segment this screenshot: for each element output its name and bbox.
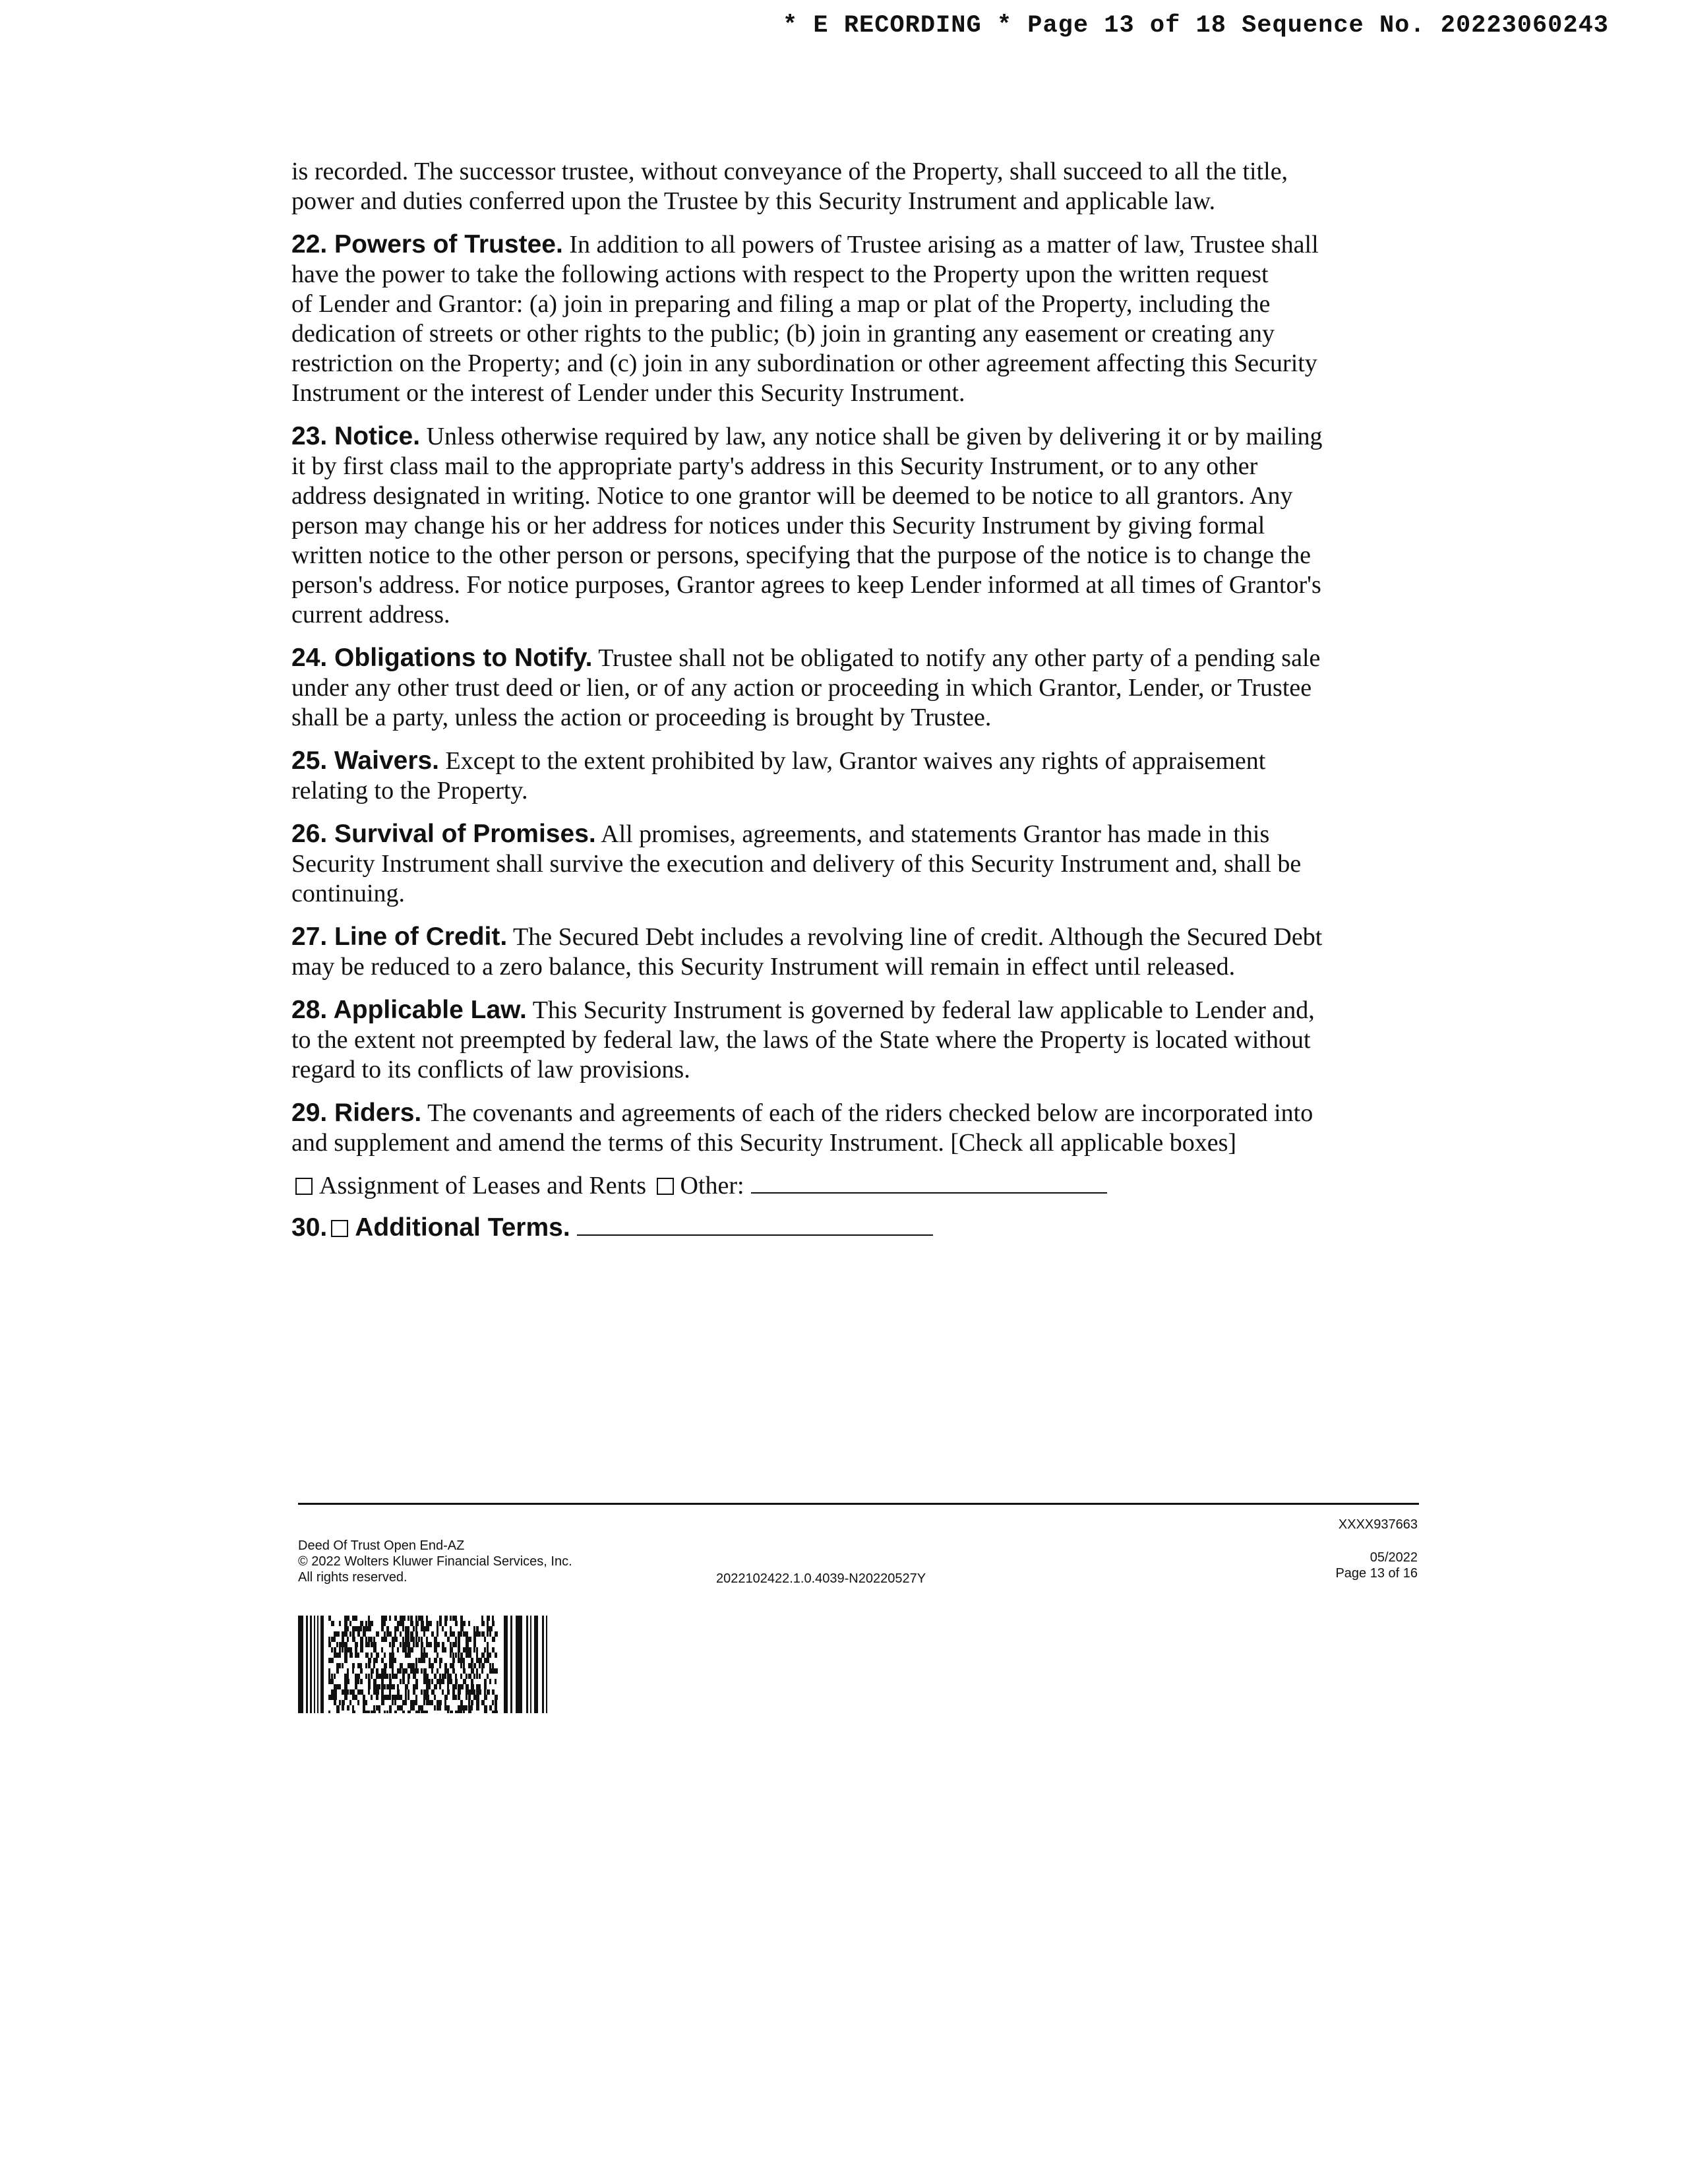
copyright: © 2022 Wolters Kluwer Financial Services, Inc. <box>298 1554 572 1569</box>
section-heading: 24. Obligations to Notify. <box>291 644 593 672</box>
footer-form-info <box>298 1538 572 1585</box>
section-28 <box>291 995 1412 1085</box>
footer-document-code: 2022102422.1.0.4039-N20220527Y <box>716 1571 926 1586</box>
section-heading: 22. Powers of Trustee. <box>291 230 563 258</box>
section-25 <box>291 746 1412 806</box>
loan-number: XXXX937663 <box>1338 1517 1418 1532</box>
other-rider-blank-line[interactable] <box>751 1190 1107 1194</box>
section-text: Except to the extent prohibited by law, Grantor waives any rights of appraisement relating to the Property. <box>291 747 1266 804</box>
section-heading: 25. Waivers. <box>291 746 440 775</box>
footer-page-info <box>1335 1517 1418 1581</box>
additional-terms-checkbox[interactable] <box>331 1220 348 1237</box>
form-date: 05/2022 <box>1370 1550 1418 1565</box>
additional-terms-number: 30. <box>291 1213 328 1242</box>
assignment-of-leases-checkbox[interactable] <box>295 1178 313 1195</box>
assignment-of-leases-label: Assignment of Leases and Rents <box>319 1172 647 1199</box>
section-26 <box>291 819 1412 909</box>
section-text: Trustee shall not be obligated to notify any other party of a pending sale under any other trust deed or lien, or of any action or proceeding in which Grantor, Lender, or Trustee shall be a party, unless the action or proceeding is brought by Trustee. <box>291 644 1321 731</box>
section-29 <box>291 1098 1412 1158</box>
section-22 <box>291 229 1412 408</box>
section-text: In addition to all powers of Trustee arising as a matter of law, Trustee shall have the power to take the following actions with respect to the Property upon the written request of Lender and Grantor: (a) join in preparing and filing a map or plat of the Property, including the dedication of streets or other rights to the public; (b) join in granting any easement or creating any restriction on the Property; and (c) join in any subordination or other agreement affecting this Security Instrument or the interest of Lender under this Security Instrument. <box>291 231 1319 407</box>
section-27 <box>291 922 1412 982</box>
section-text: The Secured Debt includes a revolving line of credit. Although the Secured Debt may be reduced to a zero balance, this Security Instrument will remain in effect until released. <box>291 923 1323 981</box>
riders-options <box>291 1171 1412 1201</box>
section-heading: 26. Survival of Promises. <box>291 820 596 848</box>
additional-terms-label: Additional Terms. <box>355 1213 570 1242</box>
section-24 <box>291 643 1412 733</box>
section-text: This Security Instrument is governed by federal law applicable to Lender and, to the extent not preempted by federal law, the laws of the State where the Property is located without regard to its conflicts of law provisions. <box>291 996 1315 1083</box>
additional-terms <box>291 1213 1412 1242</box>
rights-reserved: All rights reserved. <box>298 1570 407 1585</box>
form-name: Deed Of Trust Open End-AZ <box>298 1538 465 1553</box>
page-number: Page 13 of 16 <box>1335 1566 1418 1581</box>
intro-paragraph: is recorded. The successor trustee, without conveyance of the Property, shall succeed to all the title, power and duties conferred upon the Trustee by this Security Instrument and applicable law. <box>291 158 1288 215</box>
other-rider-label: Other: <box>680 1172 744 1199</box>
footer-divider <box>298 1503 1419 1505</box>
other-rider-checkbox[interactable] <box>657 1178 674 1195</box>
section-text: Unless otherwise required by law, any notice shall be given by delivering it or by mailing it by first class mail to the appropriate party's address in this Security Instrument, or to any other address designated in writing. Notice to one grantor will be deemed to be notice to all grantors. Any person may change his or her address for notices under this Security Instrument by giving formal written notice to the other person or persons, specifying that the purpose of the notice is to change the person's address. For notice purposes, Grantor agrees to keep Lender informed at all times of Grantor's current address. <box>291 423 1323 628</box>
section-heading: 27. Line of Credit. <box>291 923 508 951</box>
document-body <box>291 157 1412 1242</box>
section-text: All promises, agreements, and statements Grantor has made in this Security Instrument shall survive the execution and delivery of this Security Instrument and, shall be continuing. <box>291 820 1302 907</box>
section-heading: 28. Applicable Law. <box>291 996 527 1024</box>
section-text: The covenants and agreements of each of the riders checked below are incorporated into and supplement and amend the terms of this Security Instrument. [Check all applicable boxes] <box>291 1099 1313 1157</box>
pdf417-barcode-icon <box>298 1616 549 1713</box>
section-heading: 29. Riders. <box>291 1099 422 1127</box>
additional-terms-blank-line[interactable] <box>577 1232 933 1236</box>
section-heading: 23. Notice. <box>291 422 421 450</box>
section-23 <box>291 421 1412 630</box>
recording-header: * E RECORDING * Page 13 of 18 Sequence No. 20223060243 <box>783 12 1609 40</box>
